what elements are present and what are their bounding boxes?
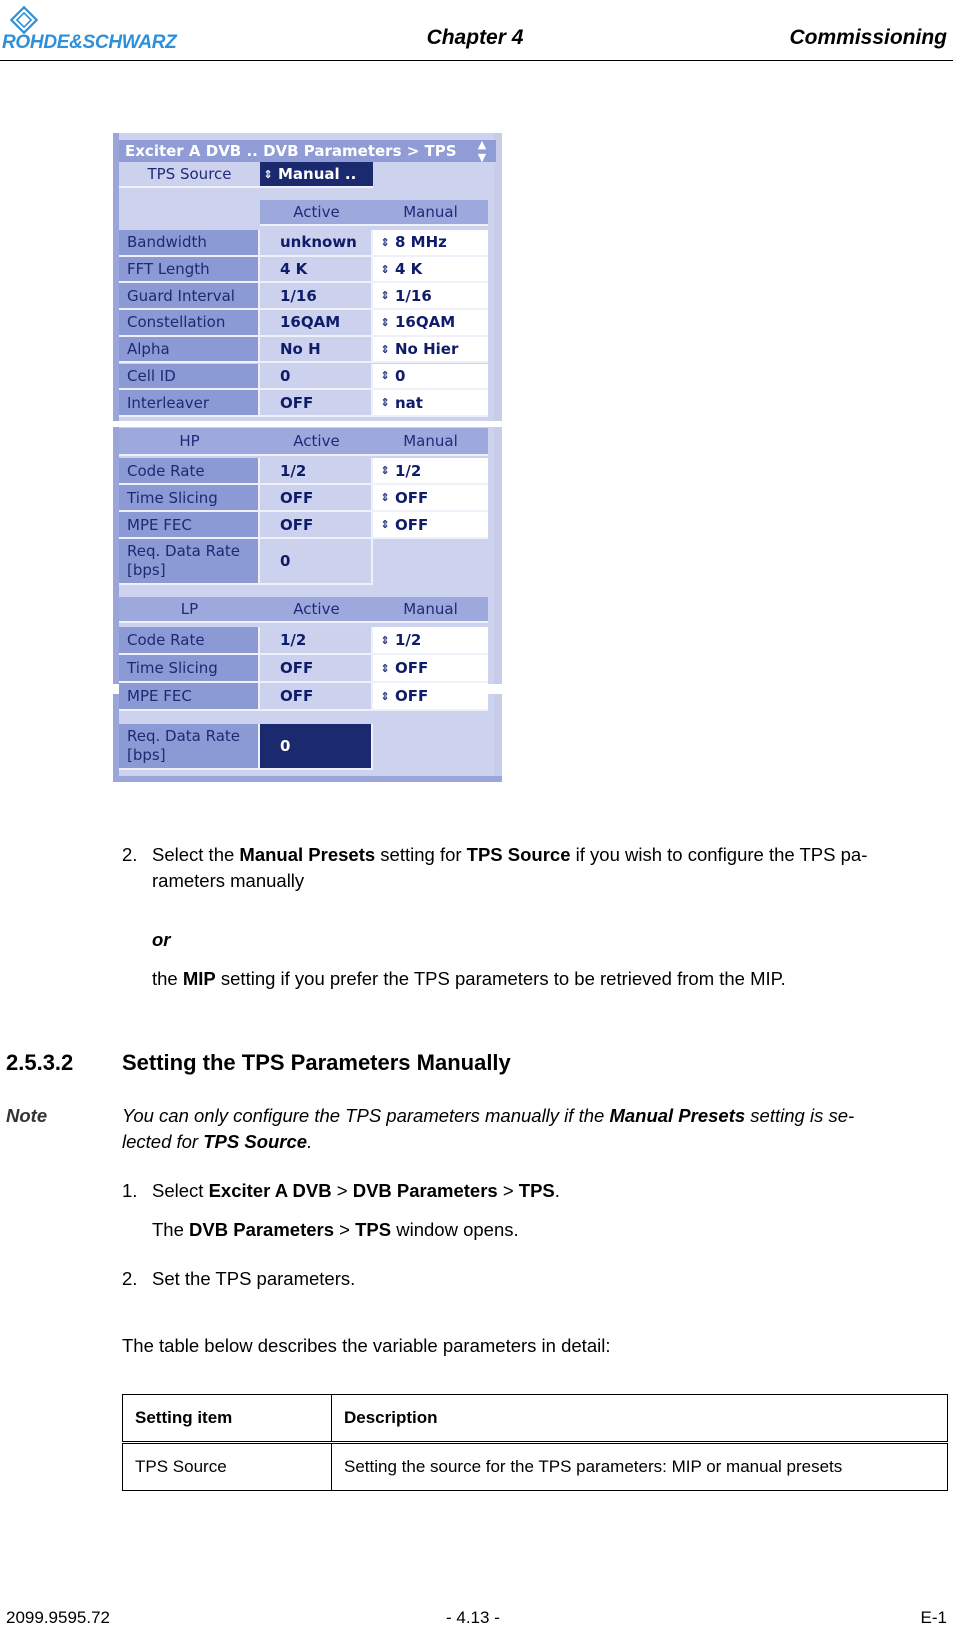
param-manual-value: nat [395, 393, 423, 412]
updown-arrows-icon: ⇕ [380, 342, 390, 356]
table-header-description: Description [332, 1395, 948, 1443]
param-label-interleaver: Interleaver [119, 390, 260, 417]
section-header: Commissioning [789, 26, 947, 49]
param-active-cell-id: 0 [260, 364, 373, 391]
updown-arrows-icon: ⇕ [380, 235, 390, 249]
param-active-fft-length: 4 K [260, 257, 373, 284]
parameter-table [122, 1394, 948, 1491]
table-cell-description: Setting the source for the TPS parameters: MIP or manual presets [332, 1443, 948, 1491]
step-2b-number: 2. [122, 1268, 138, 1289]
note-text: You can only configure the TPS parameters manually if the Manual Presets setting is se- lected for TPS Source. [122, 1105, 855, 1152]
param-active-mpe-fec: OFF [260, 512, 373, 539]
page-number: - 4.13 - [446, 1608, 500, 1627]
window-title-bar[interactable] [119, 140, 496, 162]
param-label-bandwidth: Bandwidth [119, 230, 260, 257]
param-manual-value: OFF [395, 515, 429, 534]
updown-arrows-icon: ⇕ [380, 633, 390, 647]
step-1-result: The DVB Parameters > TPS window opens. [152, 1219, 519, 1240]
param-manual-select-mpe-fec[interactable] [373, 683, 488, 711]
param-manual-select-time-slicing[interactable] [373, 655, 488, 683]
section-heading: Setting the TPS Parameters Manually [122, 1050, 511, 1075]
param-active-alpha: No H [260, 337, 373, 364]
param-manual-value: 16QAM [395, 313, 456, 332]
updown-arrows-icon: ⇕ [263, 167, 273, 181]
table-cell-setting: TPS Source [123, 1443, 332, 1491]
param-manual-select-time-slicing[interactable] [373, 485, 488, 512]
step-1-text: Select Exciter A DVB > DVB Parameters > TPS. [152, 1180, 560, 1201]
param-manual-value: OFF [395, 488, 429, 507]
param-manual-select-guard-interval[interactable] [373, 283, 488, 310]
updown-arrows-icon: ⇕ [380, 369, 390, 383]
step-1-number: 1. [122, 1180, 138, 1201]
param-active-mpe-fec: OFF [260, 683, 373, 711]
hp-req-data-rate-label [119, 539, 260, 585]
param-manual-value: No Hier [395, 340, 459, 359]
param-manual-select-code-rate[interactable] [373, 458, 488, 485]
lp-header: LP [119, 597, 260, 623]
param-label-mpe-fec: MPE FEC [119, 512, 260, 539]
param-active-code-rate: 1/2 [260, 458, 373, 485]
header-divider [0, 60, 953, 61]
table-header-row [123, 1395, 948, 1443]
param-manual-value: 1/16 [395, 286, 432, 305]
param-manual-select-alpha[interactable] [373, 337, 488, 364]
tps-source-select[interactable] [260, 162, 373, 188]
rs-diamond-icon [10, 6, 38, 34]
param-active-code-rate: 1/2 [260, 627, 373, 655]
param-manual-value: OFF [395, 659, 429, 677]
or-separator: or [152, 929, 171, 950]
param-manual-select-constellation[interactable] [373, 310, 488, 337]
lp-rate-label-line2: [bps] [127, 746, 166, 764]
param-label-cell-id: Cell ID [119, 364, 260, 391]
updown-arrows-icon: ⇕ [380, 491, 390, 504]
param-label-time-slicing: Time Slicing [119, 485, 260, 512]
param-label-code-rate: Code Rate [119, 458, 260, 485]
document-number: 2099.9595.72 [6, 1608, 110, 1627]
updown-arrows-icon: ⇕ [380, 315, 390, 329]
lp-col-manual: Manual [373, 597, 488, 623]
updown-arrows-icon: ⇕ [380, 396, 390, 410]
section-number: 2.5.3.2 [6, 1050, 74, 1075]
hp-rate-label-line1: Req. Data Rate [127, 542, 241, 560]
window-title: Exciter A DVB .. DVB Parameters > TPS [125, 142, 457, 160]
param-manual-select-bandwidth[interactable] [373, 230, 488, 257]
note-label: Note [6, 1105, 48, 1126]
param-manual-select-interleaver[interactable] [373, 390, 488, 417]
param-active-time-slicing: OFF [260, 655, 373, 683]
param-manual-value: OFF [395, 687, 429, 705]
param-active-bandwidth: unknown [260, 230, 373, 257]
tps-source-value: Manual .. [278, 165, 357, 183]
param-manual-select-fft-length[interactable] [373, 257, 488, 284]
chapter-title: Chapter 4 [426, 26, 524, 49]
param-active-constellation: 16QAM [260, 310, 373, 337]
col-header-manual: Manual [373, 200, 488, 226]
param-label-mpe-fec: MPE FEC [119, 683, 260, 711]
hp-col-manual: Manual [373, 428, 488, 456]
col-header-active: Active [260, 200, 373, 226]
param-label-constellation: Constellation [119, 310, 260, 337]
hp-col-active: Active [260, 428, 373, 456]
updown-arrows-icon: ⇕ [380, 262, 390, 276]
updown-arrows-icon: ⇕ [380, 661, 390, 675]
param-active-interleaver: OFF [260, 390, 373, 417]
rohde-schwarz-logo [2, 6, 227, 54]
param-label-time-slicing: Time Slicing [119, 655, 260, 683]
brand-name: ROHDE&SCHWARZ [2, 32, 177, 53]
param-manual-select-mpe-fec[interactable] [373, 512, 488, 539]
hp-header: HP [119, 428, 260, 456]
param-label-guard-interval: Guard Interval [119, 283, 260, 310]
table-header-setting: Setting item [123, 1395, 332, 1443]
step-2-alternative: the MIP setting if you prefer the TPS parameters to be retrieved from the MIP. [152, 968, 786, 989]
updown-arrows-icon: ⇕ [380, 289, 390, 303]
updown-arrows-icon: ⇕ [380, 518, 390, 531]
param-manual-value: 1/2 [395, 461, 422, 480]
param-label-code-rate: Code Rate [119, 627, 260, 655]
lp-rate-label-line1: Req. Data Rate [127, 727, 241, 745]
updown-arrows-icon: ⇕ [380, 464, 390, 477]
param-label-fft-length: FFT Length [119, 257, 260, 284]
step-2b-text: Set the TPS parameters. [152, 1268, 356, 1289]
param-manual-value: 8 MHz [395, 233, 447, 252]
lp-req-data-rate-value[interactable]: 0 [260, 724, 373, 770]
table-row [123, 1443, 948, 1491]
edition: E-1 [920, 1608, 947, 1627]
tps-source-label: TPS Source [119, 162, 260, 188]
lp-req-data-rate-label [119, 724, 260, 770]
step-2-number: 2. [122, 844, 138, 865]
param-manual-select-code-rate[interactable] [373, 627, 488, 655]
step-2-text-cont: rameters manually [152, 870, 305, 891]
param-manual-value: 0 [395, 366, 406, 385]
param-manual-select-cell-id[interactable] [373, 364, 488, 391]
hp-req-data-rate-value: 0 [260, 539, 373, 585]
table-intro: The table below describes the variable parameters in detail: [122, 1335, 611, 1356]
updown-arrows-icon: ⇕ [380, 689, 390, 703]
param-manual-value: 4 K [395, 260, 423, 279]
param-active-time-slicing: OFF [260, 485, 373, 512]
param-label-alpha: Alpha [119, 337, 260, 364]
param-active-guard-interval: 1/16 [260, 283, 373, 310]
updown-arrows-icon: ▲ ▼ [477, 138, 487, 164]
hp-rate-label-line2: [bps] [127, 561, 166, 579]
lp-col-active: Active [260, 597, 373, 623]
param-manual-value: 1/2 [395, 631, 422, 649]
step-2-text: Select the Manual Presets setting for TPS Source if you wish to configure the TPS pa- [152, 844, 868, 865]
